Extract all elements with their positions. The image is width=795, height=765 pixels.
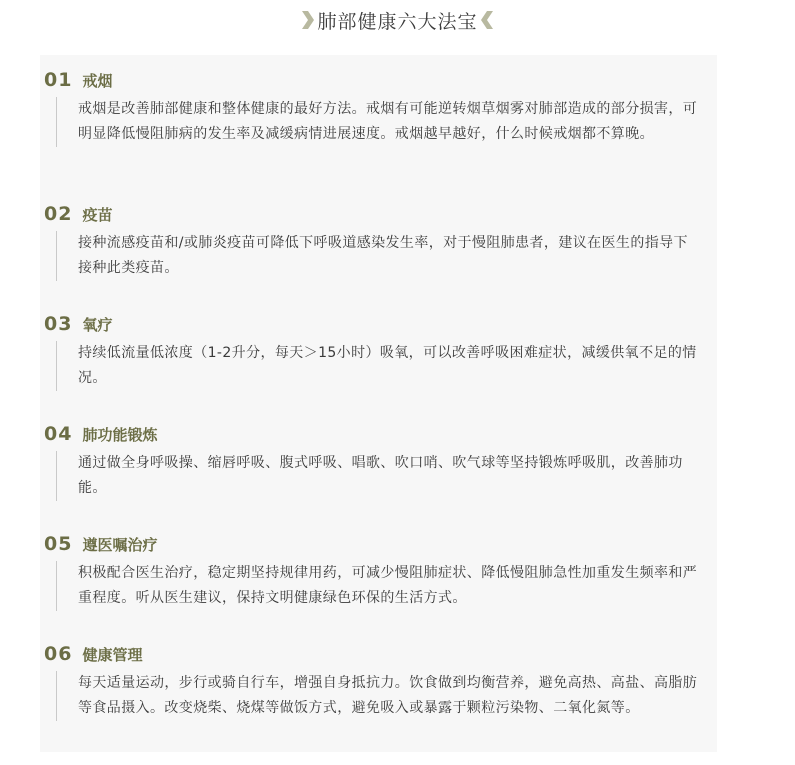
title-wrap — [301, 7, 493, 34]
section-number: 04 — [44, 423, 73, 445]
section-number: 05 — [44, 533, 73, 555]
section-text: 接种流感疫苗和/或肺炎疫苗可降低下呼吸道感染发生率，对于慢阻肺患者，建议在医生的指导下接种此类疫苗。 — [78, 235, 688, 276]
section-body — [56, 231, 701, 281]
section-header — [44, 313, 112, 339]
section-text: 通过做全身呼吸操、缩唇呼吸、腹式呼吸、唱歌、吹口哨、吹气球等坚持锻炼呼吸肌，改善肺功能。 — [78, 455, 683, 496]
section-title: 遵医嘱治疗 — [82, 536, 158, 554]
section-title: 健康管理 — [82, 646, 143, 664]
section-title: 氧疗 — [82, 316, 113, 334]
section-title: 肺功能锻炼 — [82, 426, 158, 444]
title-bar — [0, 6, 795, 34]
section-header — [44, 533, 157, 559]
section-body — [56, 671, 701, 721]
section-text: 戒烟是改善肺部健康和整体健康的最好方法。戒烟有可能逆转烟草烟雾对肺部造成的部分损害，可明显降低慢阻肺病的发生率及减缓病情进展速度。戒烟越早越好，什么时候戒烟都不算晚。 — [78, 101, 698, 142]
chevron-right-icon — [301, 11, 315, 29]
section-header — [44, 69, 112, 95]
section-header — [44, 203, 112, 229]
section-text: 每天适量运动，步行或骑自行车，增强自身抵抗力。饮食做到均衡营养，避免高热、高盐、高脂肪等食品摄入。改变烧柴、烧煤等做饭方式，避免吸入或暴露于颗粒污染物、二氧化氮等。 — [78, 675, 698, 716]
section-number: 01 — [44, 69, 73, 91]
content-panel — [40, 55, 717, 752]
section-header — [44, 643, 142, 669]
section-body — [56, 341, 701, 391]
section-number: 02 — [44, 203, 73, 225]
section-body — [56, 451, 701, 501]
section-title: 戒烟 — [82, 72, 113, 90]
section-text: 持续低流量低浓度（1-2升分，每天＞15小时）吸氧，可以改善呼吸困难症状，减缓供氧不足的情况。 — [78, 345, 697, 386]
page-title: 肺部健康六大法宝 — [317, 10, 478, 33]
section-number: 06 — [44, 643, 73, 665]
section-body — [56, 561, 701, 611]
section-number: 03 — [44, 313, 73, 335]
section-text: 积极配合医生治疗，稳定期坚持规律用药，可减少慢阻肺症状、降低慢阻肺急性加重发生频率和严重程度。听从医生建议，保持文明健康绿色环保的生活方式。 — [78, 565, 698, 606]
section-header — [44, 423, 157, 449]
section-body — [56, 97, 701, 147]
section-title: 疫苗 — [82, 206, 113, 224]
chevron-left-icon — [480, 11, 494, 29]
